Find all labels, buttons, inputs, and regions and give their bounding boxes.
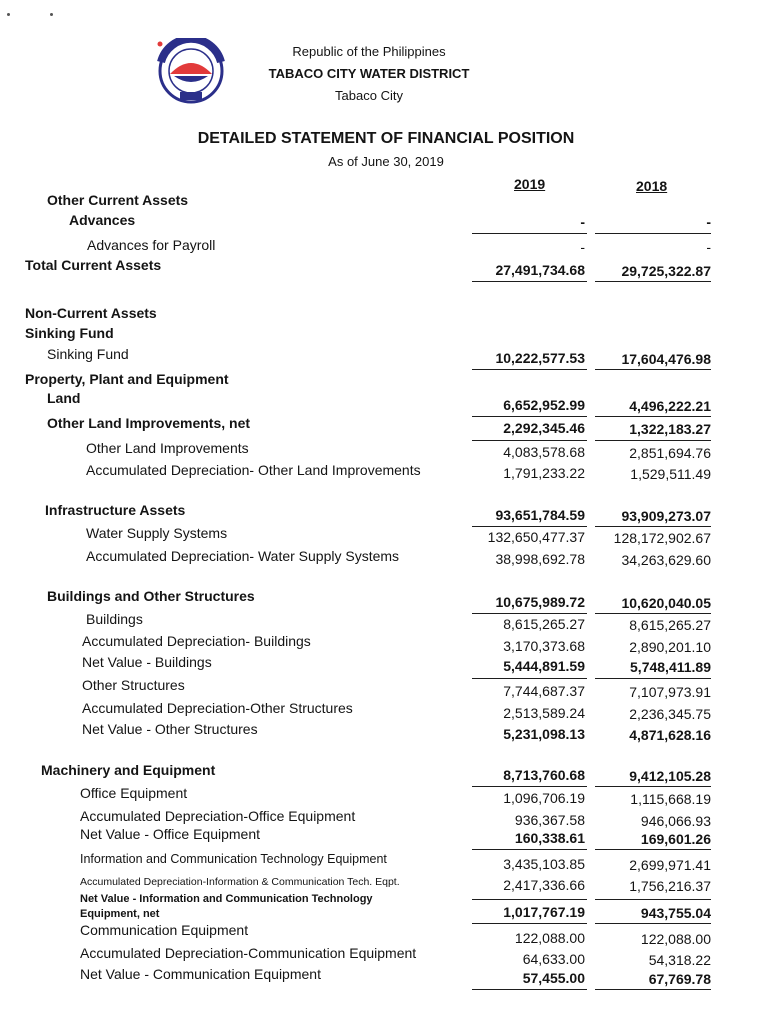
value-2019: 93,651,784.59 (495, 507, 585, 523)
row-label: Sinking Fund (25, 325, 114, 341)
value-2018: 122,088.00 (640, 931, 711, 947)
row-label: Accumulated Depreciation-Information & Communication Tech. Eqpt. (80, 876, 400, 888)
column-header-2019: 2019 (514, 176, 546, 192)
value-2019: 132,650,477.37 (487, 529, 585, 545)
row-label: Accumulated Depreciation- Buildings (82, 633, 311, 649)
value-2018: 17,604,476.98 (621, 351, 711, 367)
row-label: Other Land Improvements (86, 440, 249, 456)
scan-speck (7, 13, 10, 16)
row-label: Net Value - Information and Communication Technology (80, 893, 373, 905)
statement-title: DETAILED STATEMENT OF FINANCIAL POSITION (197, 130, 575, 147)
subtotal-rule (472, 989, 587, 990)
value-2018: 93,909,273.07 (621, 508, 711, 524)
statement-date: As of June 30, 2019 (328, 154, 444, 169)
value-2018: 9,412,105.28 (629, 768, 711, 784)
value-2019: 8,615,265.27 (503, 616, 585, 632)
subtotal-rule (595, 678, 711, 679)
row-label: Water Supply Systems (86, 525, 228, 541)
value-2018: 943,755.04 (640, 905, 711, 921)
row-label: Net Value - Other Structures (82, 721, 258, 737)
water-district-seal-logo (150, 38, 232, 104)
subtotal-rule (472, 613, 587, 614)
value-2018: 169,601.26 (640, 831, 711, 847)
row-label: Accumulated Depreciation-Office Equipment (80, 808, 356, 824)
value-2019: 160,338.61 (514, 830, 585, 846)
column-header-2018: 2018 (636, 178, 668, 194)
value-2018: 67,769.78 (648, 971, 711, 987)
value-2019: 10,222,577.53 (495, 350, 585, 366)
subtotal-rule (595, 899, 711, 900)
row-label: Accumulated Depreciation- Water Supply Systems (86, 548, 400, 564)
total-rule (595, 281, 711, 282)
value-2019: 936,367.58 (514, 812, 585, 828)
value-2019: 2,417,336.66 (503, 877, 585, 893)
row-label: Other Current Assets (47, 192, 189, 208)
value-2018: 2,851,694.76 (629, 445, 711, 461)
row-label: Buildings and Other Structures (47, 588, 255, 604)
subtotal-rule (595, 440, 711, 441)
value-2018: 1,529,511.49 (630, 466, 711, 482)
value-2019: 6,652,952.99 (503, 397, 585, 413)
value-2018: 5,748,411.89 (630, 659, 711, 675)
value-2019: 1,791,233.22 (503, 465, 585, 481)
subtotal-rule (472, 678, 587, 679)
row-label: Net Value - Communication Equipment (80, 966, 321, 982)
total-rule (472, 369, 587, 370)
header-city: Tabaco City (335, 88, 403, 103)
row-label: Property, Plant and Equipment (25, 371, 229, 387)
value-2019: 27,491,734.68 (495, 262, 585, 278)
value-2019: 1,096,706.19 (503, 790, 585, 806)
header-agency-name: TABACO CITY WATER DISTRICT (268, 66, 470, 81)
value-2018: 2,699,971.41 (629, 857, 711, 873)
value-2019: 3,435,103.85 (503, 856, 585, 872)
subtotal-rule (595, 923, 711, 924)
subtotal-rule (595, 526, 711, 527)
value-2019: 2,292,345.46 (503, 420, 585, 436)
row-label-continued: Equipment, net (80, 908, 160, 920)
row-label: Advances for Payroll (87, 237, 216, 253)
row-label: Net Value - Office Equipment (80, 826, 261, 842)
value-2019: 4,083,578.68 (503, 444, 585, 460)
subtotal-rule (595, 416, 711, 417)
row-label: Net Value - Buildings (82, 654, 212, 670)
row-label: Office Equipment (80, 785, 188, 801)
value-2018: - (706, 239, 711, 255)
row-label: Information and Communication Technology Equipment (80, 852, 387, 866)
subtotal-rule (595, 989, 711, 990)
value-2019: 1,017,767.19 (503, 904, 585, 920)
value-2018: 8,615,265.27 (629, 617, 711, 633)
subtotal-rule (595, 786, 711, 787)
total-rule (595, 369, 711, 370)
value-2018: 7,107,973.91 (629, 684, 711, 700)
value-2018: 946,066.93 (640, 813, 711, 829)
value-2019: 57,455.00 (522, 970, 585, 986)
value-2019: 64,633.00 (522, 951, 585, 967)
value-2018: 2,890,201.10 (629, 639, 711, 655)
value-2019: 8,713,760.68 (503, 767, 585, 783)
value-2018: 54,318.22 (648, 952, 711, 968)
row-label: Accumulated Depreciation-Communication Equipment (80, 945, 417, 961)
scan-speck (50, 13, 53, 16)
value-2019: 10,675,989.72 (495, 594, 585, 610)
value-2018: 2,236,345.75 (629, 706, 711, 722)
subtotal-rule (595, 613, 711, 614)
subtotal-rule (595, 849, 711, 850)
subtotal-rule (472, 899, 587, 900)
subtotal-rule (595, 233, 711, 234)
subtotal-rule (472, 233, 587, 234)
subtotal-rule (472, 786, 587, 787)
row-label: Communication Equipment (80, 922, 249, 938)
row-label: Land (47, 390, 81, 406)
value-2019: 2,513,589.24 (503, 705, 585, 721)
subtotal-rule (472, 526, 587, 527)
row-label: Accumulated Depreciation-Other Structures (82, 700, 353, 716)
value-2018: 10,620,040.05 (621, 595, 711, 611)
row-label: Infrastructure Assets (45, 502, 186, 518)
value-2018: 4,871,628.16 (629, 727, 711, 743)
row-label: Buildings (86, 611, 143, 627)
header-republic: Republic of the Philippines (292, 44, 446, 59)
value-2018: 1,756,216.37 (629, 878, 711, 894)
row-label: Non-Current Assets (25, 305, 157, 321)
value-2019: 122,088.00 (514, 930, 585, 946)
value-2019: 7,744,687.37 (503, 683, 585, 699)
row-label: Other Structures (82, 677, 185, 693)
subtotal-rule (472, 849, 587, 850)
value-2019: - (580, 239, 585, 255)
value-2018: 4,496,222.21 (629, 398, 711, 414)
subtotal-rule (472, 440, 587, 441)
row-label: Total Current Assets (25, 257, 162, 273)
value-2018: 1,322,183.27 (629, 421, 711, 437)
value-2019: 3,170,373.68 (503, 638, 585, 654)
row-label: Advances (69, 212, 136, 228)
row-label: Machinery and Equipment (41, 762, 216, 778)
value-2019: 5,231,098.13 (503, 726, 585, 742)
row-label: Accumulated Depreciation- Other Land Improvements (86, 462, 421, 478)
subtotal-rule (472, 923, 587, 924)
value-2019: 38,998,692.78 (495, 551, 585, 567)
value-2018: 128,172,902.67 (613, 530, 711, 546)
value-2018: 29,725,322.87 (621, 263, 711, 279)
subtotal-rule (472, 416, 587, 417)
value-2018: 34,263,629.60 (621, 552, 711, 568)
value-2018: - (706, 214, 711, 230)
row-label: Other Land Improvements, net (47, 415, 251, 431)
value-2019: 5,444,891.59 (503, 658, 585, 674)
total-rule (472, 281, 587, 282)
value-2019: - (580, 214, 585, 230)
value-2018: 1,115,668.19 (630, 791, 711, 807)
row-label: Sinking Fund (47, 346, 129, 362)
